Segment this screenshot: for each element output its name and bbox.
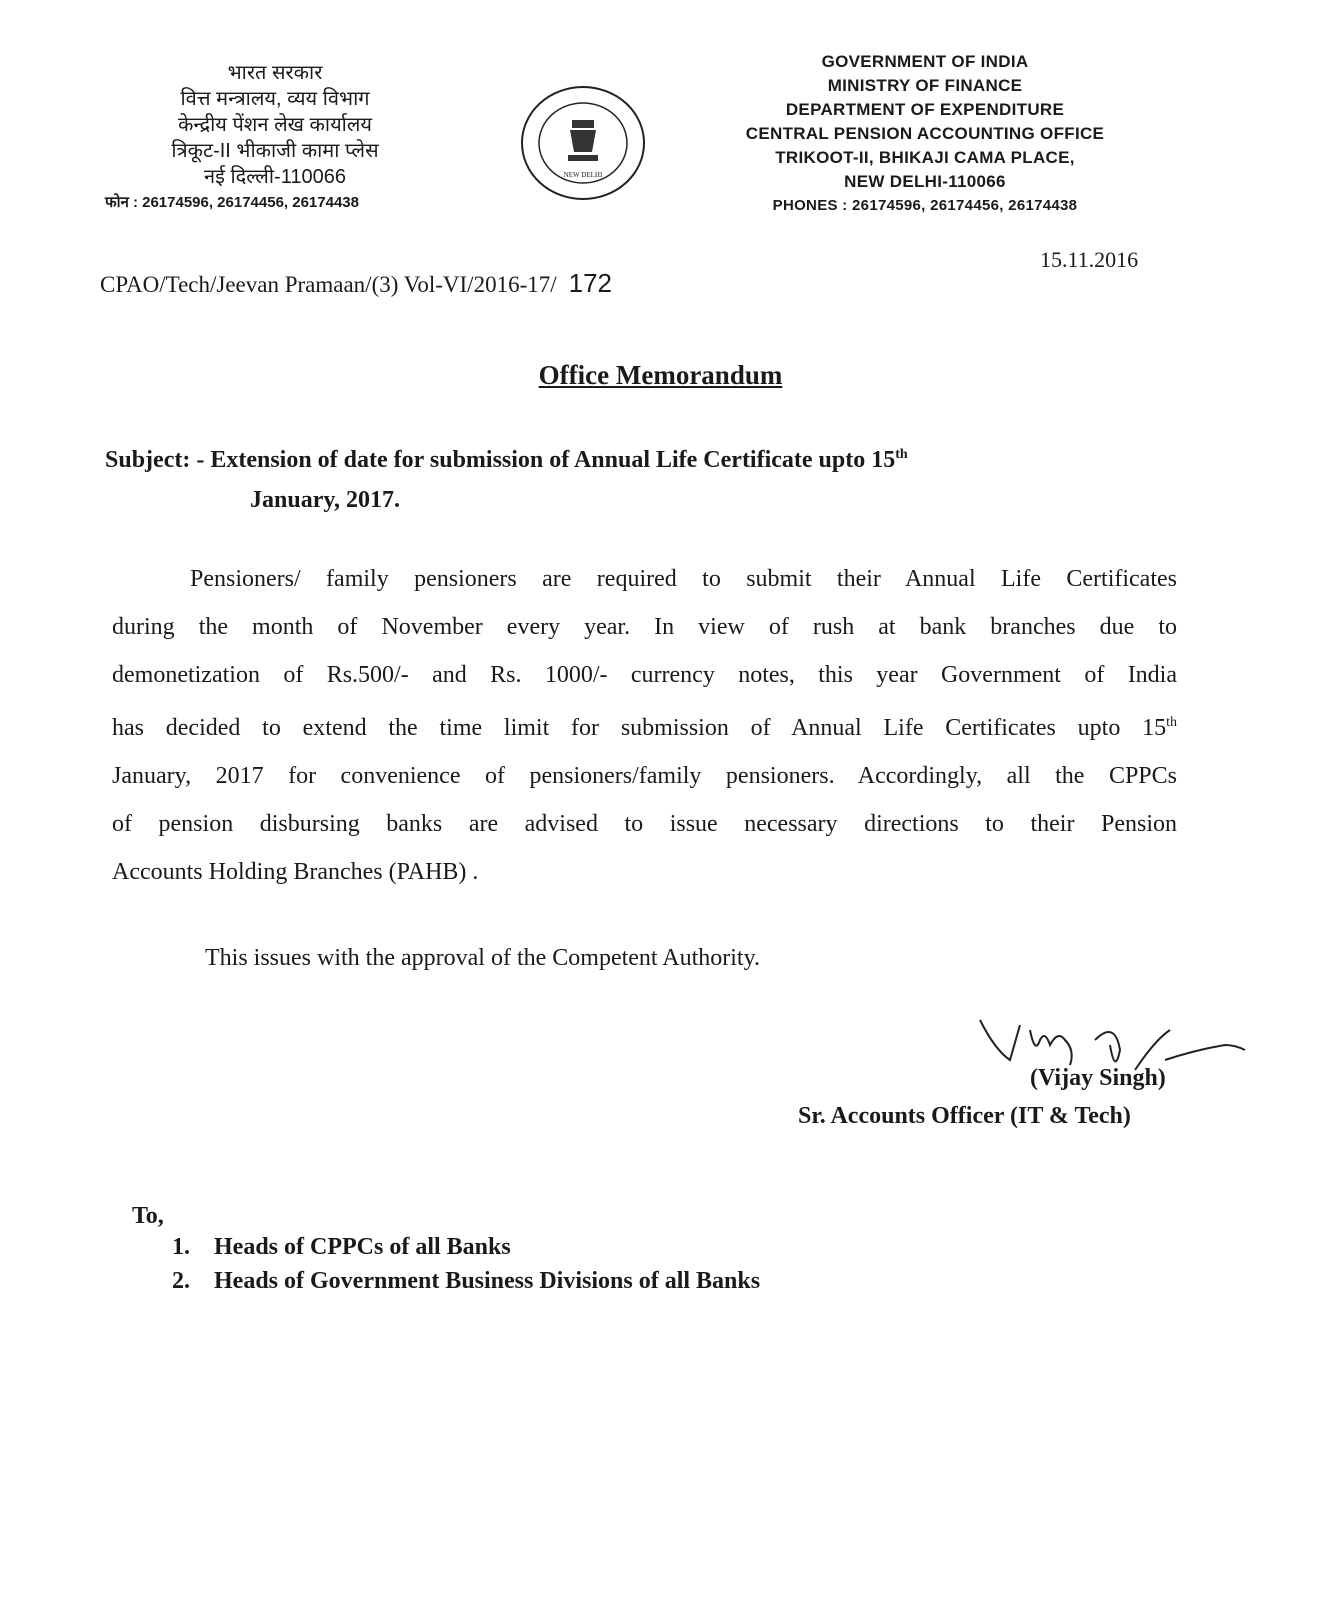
english-phones: PHONES : 26174596, 26174456, 26174438	[772, 197, 1078, 214]
subject: Subject: - Extension of date for submission of Annual Life Certificate upto 15th January, 2017.	[105, 435, 1185, 520]
hindi-line: केन्द्रीय पेंशन लेख कार्यालय	[177, 114, 373, 136]
office-seal-emblem	[520, 85, 646, 201]
hindi-letterhead	[100, 60, 450, 216]
body-paragraph	[112, 555, 1177, 896]
page-title: Office Memorandum	[538, 360, 783, 390]
body-line: demonetization of Rs.500/- and Rs. 1000/- currency notes, this year Government of India	[112, 662, 1177, 688]
recipient-item: 2. Heads of Government Business Divisions of all Banks	[172, 1268, 761, 1294]
body-line: of pension disbursing banks are advised to issue necessary directions to their Pension	[112, 811, 1177, 837]
body-line: January, 2017 for convenience of pensioners/family pensioners. Accordingly, all the CPPCs	[112, 763, 1177, 789]
english-line: DEPARTMENT OF EXPENDITURE	[785, 100, 1065, 119]
subject-line-2: January, 2017.	[250, 487, 401, 513]
signatory-name: (Vijay Singh)	[1030, 1065, 1166, 1091]
reference-number	[100, 268, 612, 299]
reference-text: CPAO/Tech/Jeevan Pramaan/(3) Vol-VI/2016-17/	[100, 272, 557, 297]
hindi-line: नई दिल्ली-110066	[204, 166, 346, 188]
svg-text:NEW DELHI: NEW DELHI	[563, 171, 603, 179]
english-line: TRIKOOT-II, BHIKAJI CAMA PLACE,	[775, 148, 1075, 167]
subject-line-1: Extension of date for submission of Annual Life Certificate upto 15	[210, 447, 896, 473]
memo-date: 15.11.2016	[1040, 247, 1139, 272]
english-line: GOVERNMENT OF INDIA	[821, 52, 1029, 71]
signatory-designation: Sr. Accounts Officer (IT & Tech)	[798, 1103, 1131, 1129]
handwritten-number: 172	[568, 268, 613, 298]
recipient-item: 1. Heads of CPPCs of all Banks	[172, 1234, 511, 1260]
body-line: during the month of November every year. In view of rush at bank branches due to	[112, 614, 1177, 640]
body-line: Accounts Holding Branches (PAHB) .	[112, 859, 479, 885]
body-line: has decided to extend the time limit for submission of Annual Life Certificates upto 15th	[112, 715, 1177, 741]
hindi-line: वित्त मन्त्रालय, व्यय विभाग	[180, 88, 370, 110]
recipients-to: To,	[132, 1203, 164, 1229]
subject-label: Subject: -	[105, 447, 205, 473]
approval-note: This issues with the approval of the Competent Authority.	[205, 945, 761, 971]
english-line: NEW DELHI-110066	[844, 172, 1006, 191]
hindi-line: त्रिकूट-II भीकाजी कामा प्लेस	[171, 140, 379, 162]
hindi-phones: फोन : 26174596, 26174456, 26174438	[105, 194, 359, 211]
english-line: MINISTRY OF FINANCE	[827, 76, 1023, 95]
english-line: CENTRAL PENSION ACCOUNTING OFFICE	[745, 124, 1105, 143]
hindi-line: भारत सरकार	[227, 62, 323, 84]
recipients-list	[172, 1230, 760, 1298]
body-line: Pensioners/ family pensioners are required to submit their Annual Life Certificates	[190, 566, 1177, 592]
english-letterhead	[700, 50, 1150, 218]
